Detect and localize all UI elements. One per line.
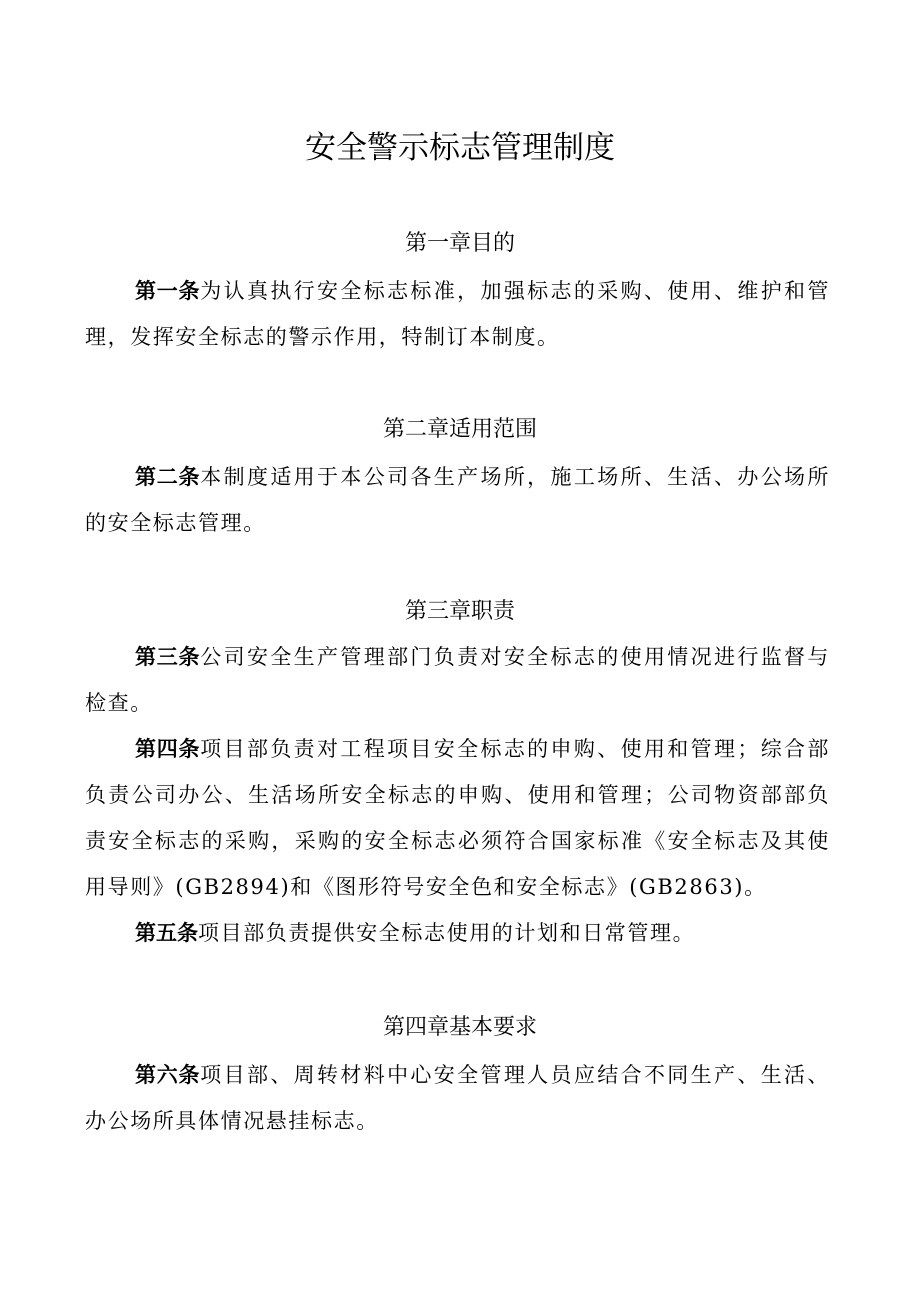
article-paragraph — [85, 454, 830, 546]
chapter-heading: 第一章目的 — [404, 231, 515, 256]
article-paragraph — [85, 268, 830, 360]
article-label: 第四条 — [135, 737, 201, 761]
article-label: 第一条 — [135, 279, 201, 303]
article-text: 项目部、周转材料中心安全管理人员应结合不同生产、生活、办公场所具体情况悬挂标志。 — [85, 1063, 831, 1133]
article-label: 第三条 — [135, 645, 201, 669]
article-text: 本制度适用于本公司各生产场所，施工场所、生活、办公场所的安全标志管理。 — [85, 465, 831, 535]
article-paragraph — [85, 634, 830, 726]
article-text: 公司安全生产管理部门负责对安全标志的使用情况进行监督与检查。 — [85, 645, 831, 715]
chapter-heading: 第三章职责 — [404, 599, 515, 624]
article-text: 项目部负责提供安全标志使用的计划和日常管理。 — [198, 921, 696, 945]
article-text: 为认真执行安全标志标准，加强标志的采购、使用、维护和管理，发挥安全标志的警示作用，特制订本制度。 — [85, 279, 831, 349]
article-paragraph — [85, 910, 830, 956]
document-title: 安全警示标志管理制度 — [305, 130, 615, 166]
article-paragraph — [85, 726, 830, 910]
article-label: 第二条 — [135, 465, 201, 489]
article-label: 第六条 — [135, 1063, 201, 1087]
article-label: 第五条 — [135, 921, 198, 945]
article-paragraph — [85, 1052, 830, 1144]
chapter-heading: 第二章适用范围 — [382, 417, 537, 442]
article-text: 项目部负责对工程项目安全标志的申购、使用和管理；综合部负责公司办公、生活场所安全标志的申购、使用和管理；公司物资部部负责安全标志的采购，采购的安全标志必须符合国家标准《安全标志及其使用导则》(GB2894)和《图形符号安全色和安全标志》(GB2863)。 — [85, 737, 831, 899]
chapter-heading: 第四章基本要求 — [382, 1015, 537, 1040]
